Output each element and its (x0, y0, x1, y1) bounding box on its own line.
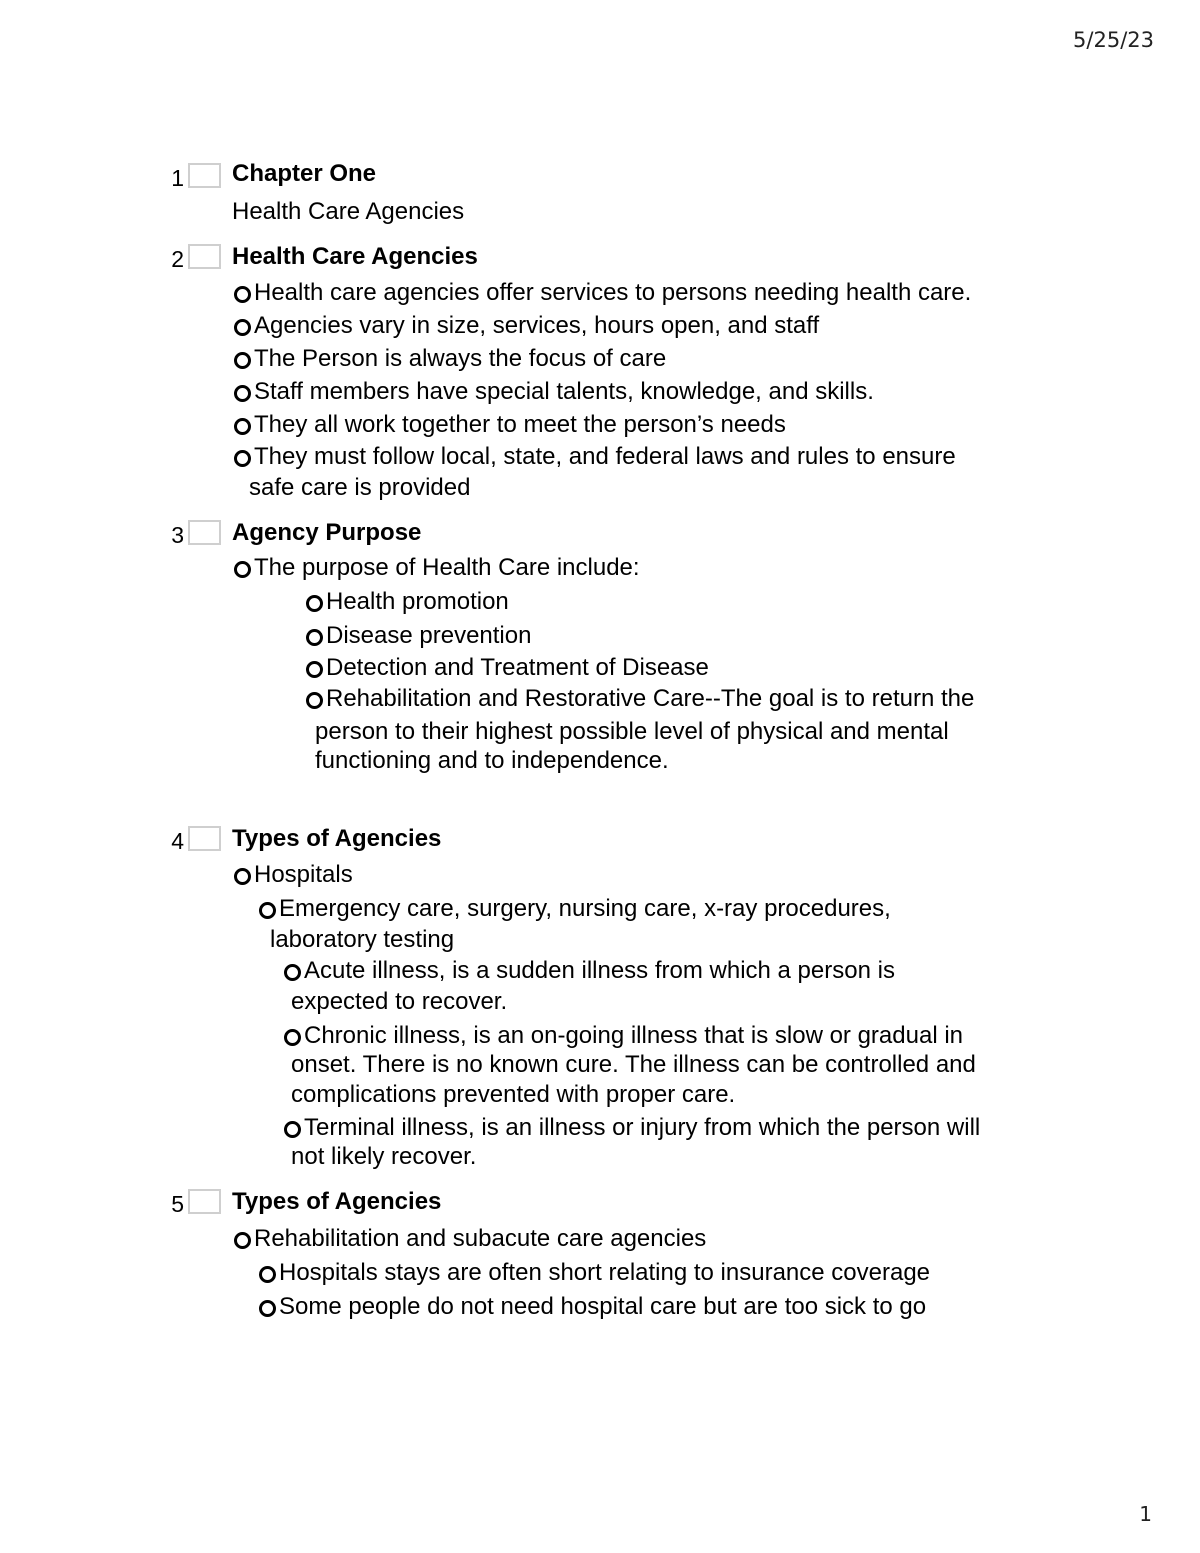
slide-number: 3 (171, 522, 184, 548)
slide-title: Health Care Agencies (232, 243, 478, 270)
bullet-continuation: onset. There is no known cure. The illness can be controlled and (291, 1051, 976, 1078)
bullet-ring-icon (304, 588, 326, 616)
sub-bullet-item: Emergency care, surgery, nursing care, x-ray procedures, (257, 895, 891, 923)
slide-thumbnail[interactable] (188, 163, 221, 188)
bullet-ring-icon (232, 378, 254, 406)
bullet-continuation: expected to recover. (291, 988, 508, 1015)
slide-title: Types of Agencies (232, 1188, 442, 1215)
slide-thumbnail[interactable] (188, 826, 221, 851)
bullet-continuation: person to their highest possible level of physical and mental (315, 718, 949, 745)
bullet-ring-icon (232, 345, 254, 373)
slide-number: 4 (171, 828, 184, 854)
bullet-continuation: not likely recover. (291, 1143, 477, 1170)
bullet-ring-icon (232, 279, 254, 307)
bullet-ring-icon (257, 895, 279, 923)
bullet-item: The purpose of Health Care include: (232, 554, 640, 582)
bullet-ring-icon (304, 622, 326, 650)
bullet-item: Rehabilitation and subacute care agencies (232, 1225, 706, 1253)
bullet-item: Hospitals (232, 861, 353, 889)
slide-number: 1 (171, 165, 184, 191)
slide-number: 2 (171, 246, 184, 272)
bullet-ring-icon (282, 1114, 304, 1142)
sub-bullet-item: Hospitals stays are often short relating to insurance coverage (257, 1259, 930, 1287)
slide-title: Types of Agencies (232, 825, 442, 852)
bullet-item: The Person is always the focus of care (232, 345, 666, 373)
bullet-ring-icon (232, 554, 254, 582)
sub-bullet-item: Detection and Treatment of Disease (304, 654, 709, 682)
bullet-continuation: functioning and to independence. (315, 747, 669, 774)
sub-bullet-item: Health promotion (304, 588, 509, 616)
sub-bullet-item: Disease prevention (304, 622, 531, 650)
sub-bullet-item: Some people do not need hospital care but are too sick to go (257, 1293, 926, 1321)
slide-thumbnail[interactable] (188, 520, 221, 545)
bullet-item: Health care agencies offer services to persons needing health care. (232, 279, 971, 307)
bullet-item: They must follow local, state, and federal laws and rules to ensure (232, 443, 956, 471)
bullet-item: Staff members have special talents, knowledge, and skills. (232, 378, 874, 406)
bullet-continuation: safe care is provided (249, 474, 471, 501)
sub-sub-bullet-item: Terminal illness, is an illness or injury from which the person will (282, 1114, 980, 1142)
bullet-item: They all work together to meet the person’s needs (232, 411, 786, 439)
sub-sub-bullet-item: Acute illness, is a sudden illness from which a person is (282, 957, 895, 985)
slide-subtitle: Health Care Agencies (232, 198, 465, 225)
bullet-continuation: laboratory testing (270, 926, 455, 953)
bullet-ring-icon (304, 685, 326, 713)
bullet-ring-icon (304, 654, 326, 682)
bullet-item: Agencies vary in size, services, hours open, and staff (232, 312, 819, 340)
sub-sub-bullet-item: Chronic illness, is an on-going illness that is slow or gradual in (282, 1022, 963, 1050)
slide-number: 5 (171, 1191, 184, 1217)
slide-title: Agency Purpose (232, 519, 422, 546)
slide-thumbnail[interactable] (188, 244, 221, 269)
bullet-ring-icon (232, 1225, 254, 1253)
date-header: 5/25/23 (1073, 28, 1154, 52)
bullet-ring-icon (282, 1022, 304, 1050)
bullet-ring-icon (232, 312, 254, 340)
bullet-ring-icon (257, 1293, 279, 1321)
bullet-ring-icon (232, 861, 254, 889)
slide-title: Chapter One (232, 160, 377, 187)
sub-bullet-item: Rehabilitation and Restorative Care--The goal is to return the (304, 685, 974, 713)
slide-thumbnail[interactable] (188, 1189, 221, 1214)
bullet-ring-icon (232, 443, 254, 471)
bullet-ring-icon (282, 957, 304, 985)
page-number: 1 (1139, 1502, 1152, 1526)
bullet-ring-icon (257, 1259, 279, 1287)
bullet-continuation: complications prevented with proper care. (291, 1081, 736, 1108)
bullet-ring-icon (232, 411, 254, 439)
